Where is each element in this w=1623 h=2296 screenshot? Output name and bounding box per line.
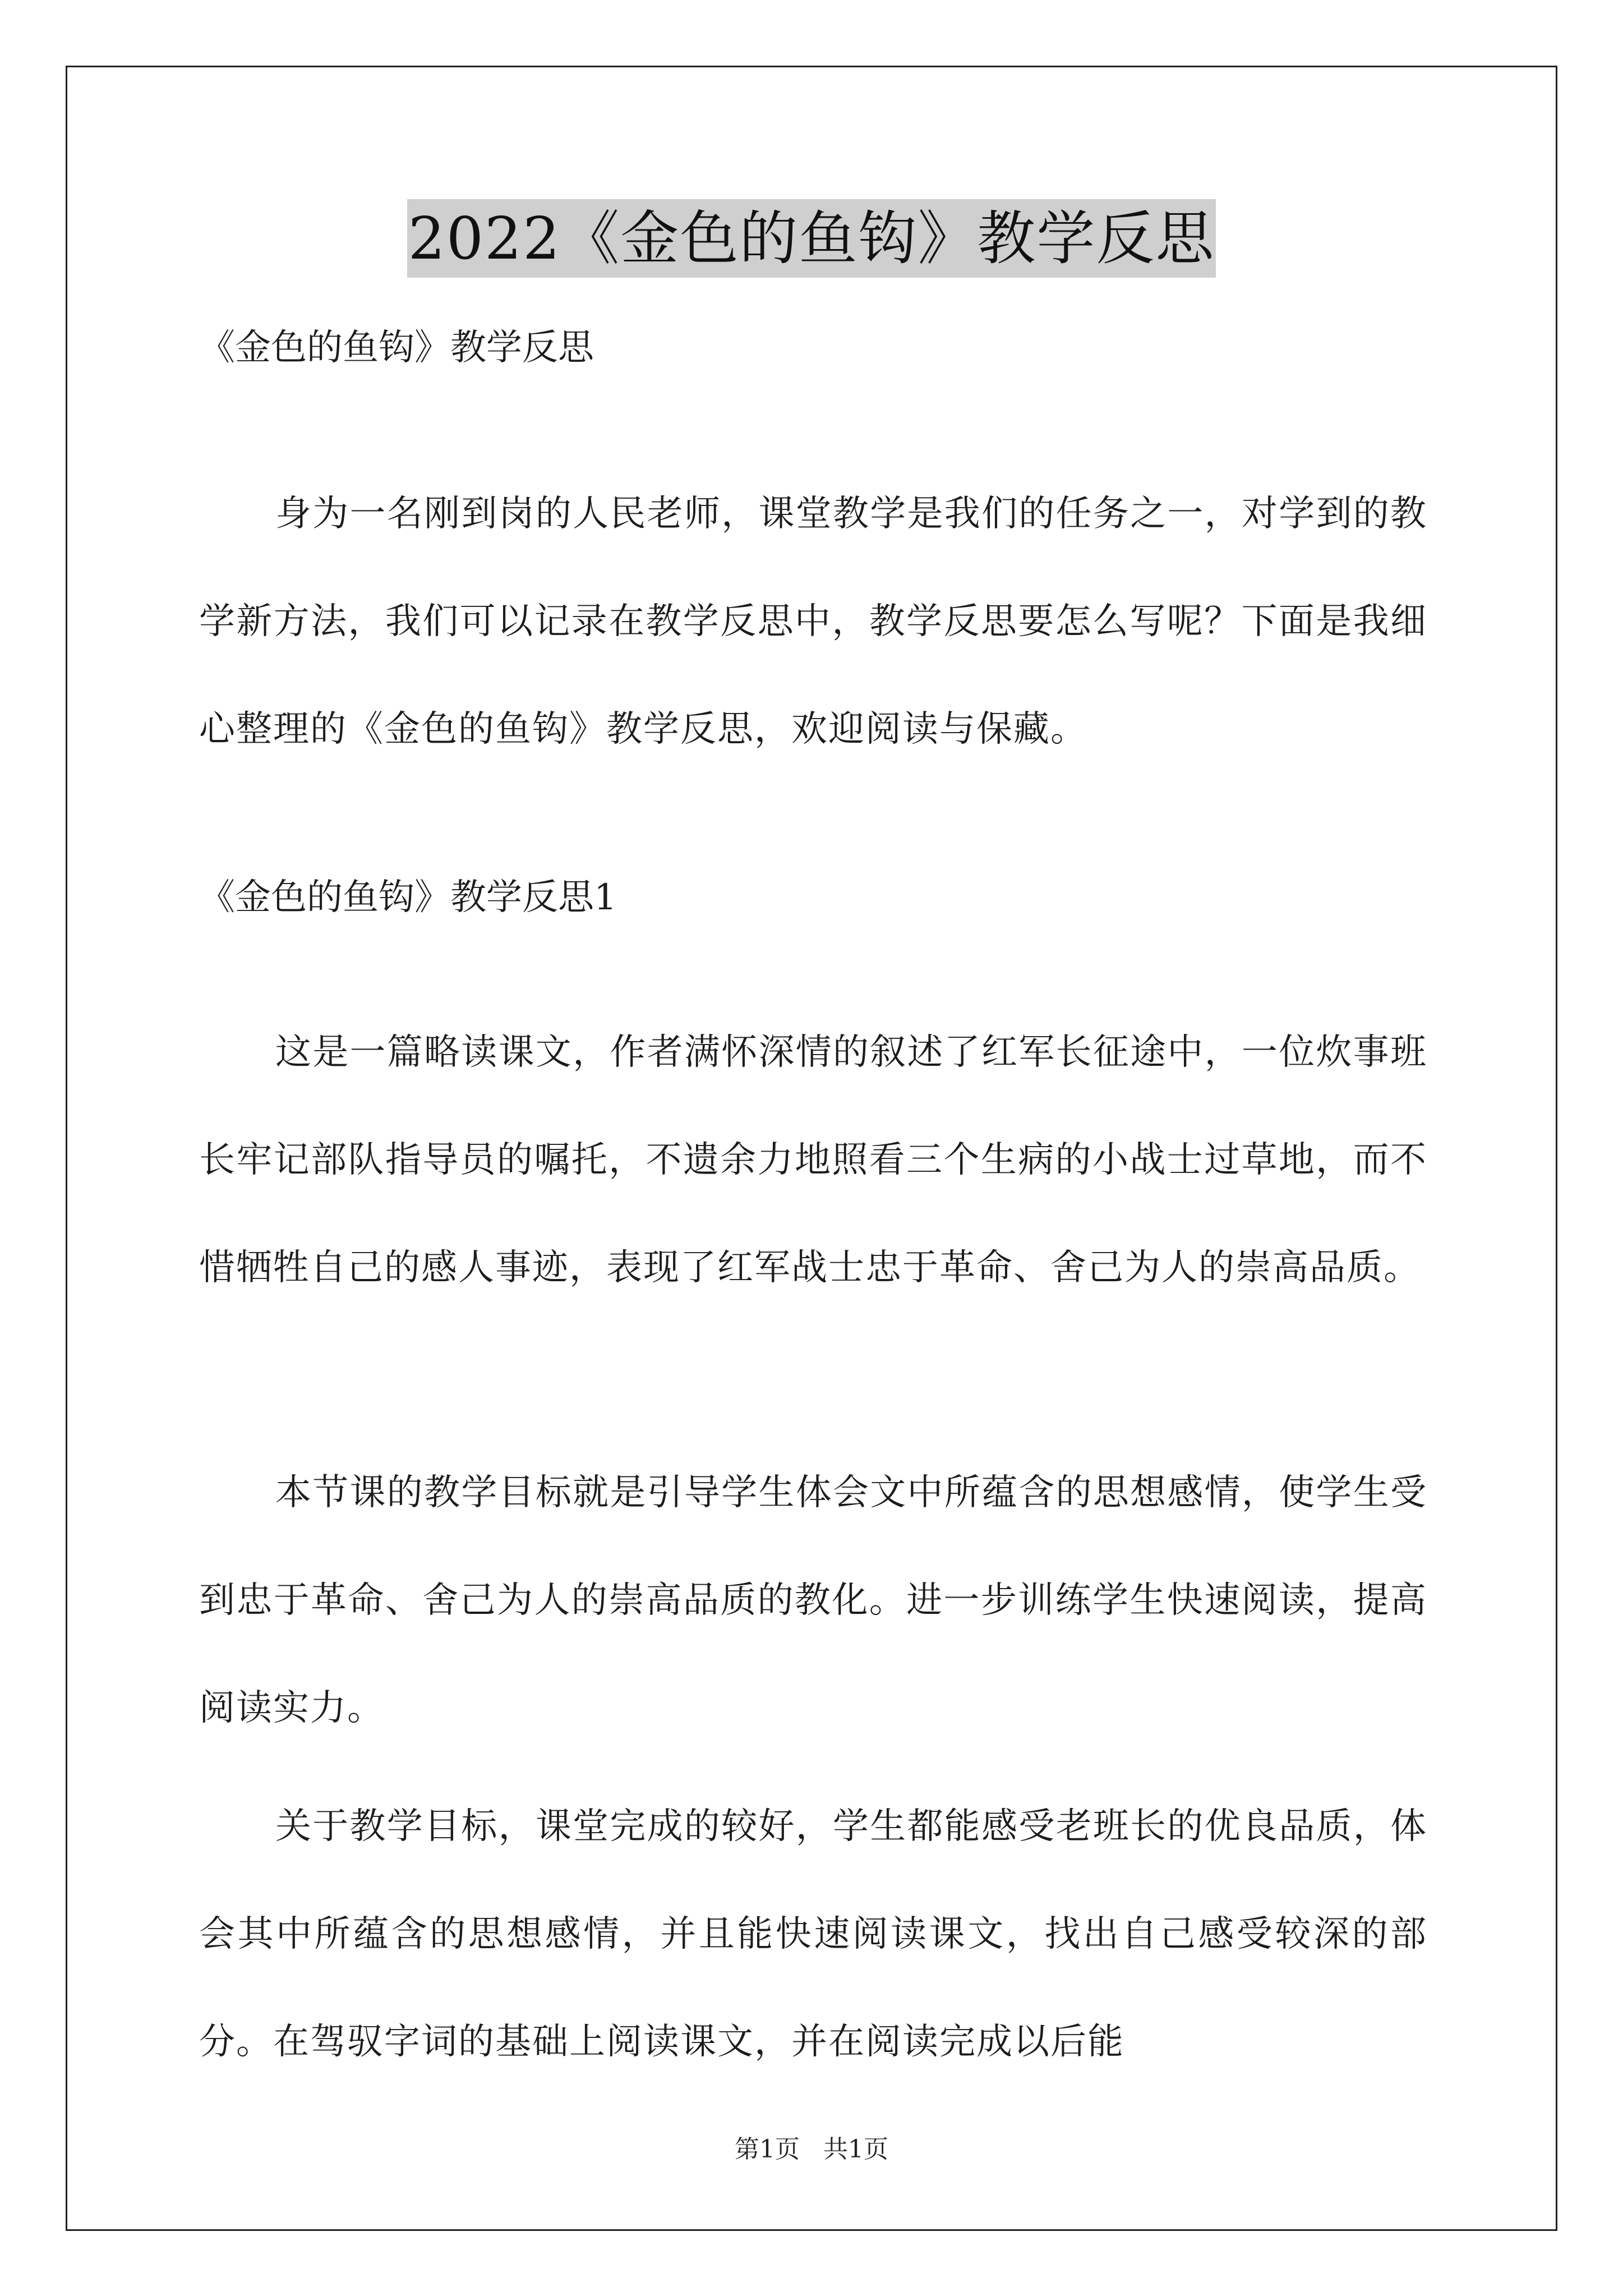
document-subtitle: 《金色的鱼钩》教学反思 — [199, 327, 594, 369]
intro-paragraph: 身为一名刚到岗的人民老师，课堂教学是我们的任务之一，对学到的教学新方法，我们可以记录在教学反思中，教学反思要怎么写呢？下面是我细心整理的《金色的鱼钩》教学反思，欢迎阅读与保藏。 — [199, 493, 1427, 750]
body-paragraph: 这是一篇略读课文，作者满怀深情的叙述了红军长征途中，一位炊事班长牢记部队指导员的嘱托，不遗余力地照看三个生病的小战士过草地，而不惜牺牲自己的感人事迹，表现了红军战士忠于革命、舍己为人的崇高品质。 — [199, 1032, 1427, 1289]
page-footer: 第1页 共1页 — [735, 2135, 888, 2164]
section-heading: 《金色的鱼钩》教学反思1 — [199, 877, 617, 918]
body-paragraph: 本节课的教学目标就是引导学生体会文中所蕴含的思想感情，使学生受到忠于革命、舍己为人的崇高品质的教化。进一步训练学生快速阅读，提高阅读实力。 — [199, 1472, 1427, 1729]
title-container — [0, 199, 1623, 278]
document-title: 2022《金色的鱼钩》教学反思 — [407, 199, 1216, 278]
body-paragraph: 关于教学目标，课堂完成的较好，学生都能感受老班长的优良品质，体会其中所蕴含的思想感情，并且能快速阅读课文，找出自己感受较深的部分。在驾驭字词的基础上阅读课文，并在阅读完成以后能 — [199, 1806, 1427, 2063]
